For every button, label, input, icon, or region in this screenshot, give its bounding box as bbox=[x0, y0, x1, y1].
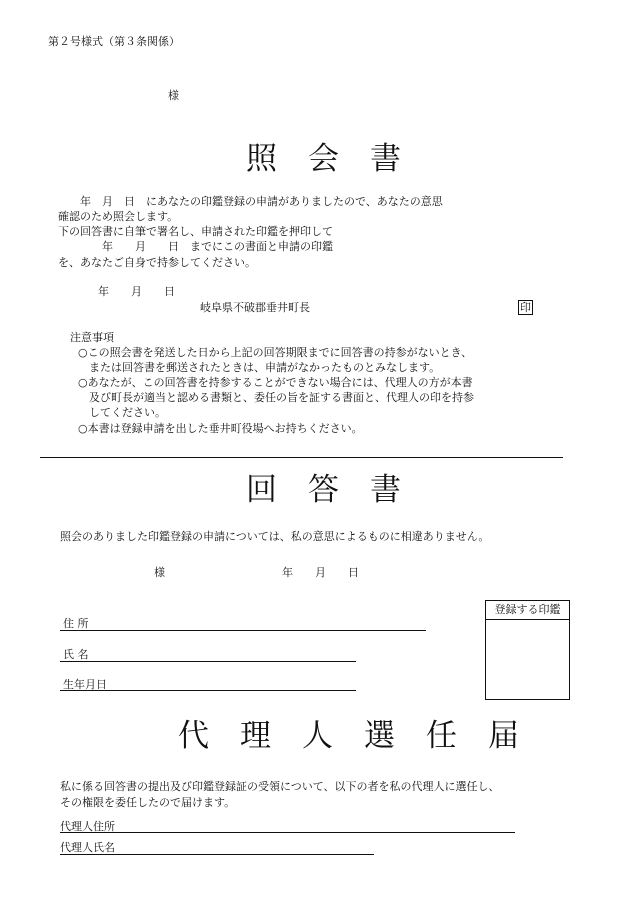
name-underline[interactable] bbox=[60, 661, 356, 662]
dairinin-line-1: 私に係る回答書の提出及び印鑑登録証の受領について、以下の者を私の代理人に選任し、 bbox=[60, 780, 500, 793]
notes-line-4: 及び町長が適当と認める書類と、委任の旨を証する書面と、代理人の印を持参 bbox=[78, 391, 474, 404]
birthdate-label: 生年月日 bbox=[63, 678, 107, 691]
agent-name-label: 代理人氏名 bbox=[60, 841, 115, 854]
shokai-body-line-1: 年 月 日 にあなたの印鑑登録の申請がありましたので、あなたの意思 bbox=[58, 195, 443, 208]
shokai-title: 照 会 書 bbox=[246, 141, 401, 177]
shokai-body-line-3: 下の回答書に自筆で署名し、申請された印鑑を押印して bbox=[58, 225, 333, 238]
form-number-label: 第２号様式（第３条関係） bbox=[48, 35, 180, 48]
address-underline[interactable] bbox=[60, 630, 426, 631]
notes-line-1: ○この照会書を発送した日から上記の回答期限までに回答書の持参がないとき、 bbox=[78, 346, 473, 359]
shokai-date-line: 年 月 日 bbox=[98, 285, 175, 298]
shokai-body-line-2: 確認のため照会します。 bbox=[58, 210, 179, 223]
notes-line-6: ○本書は登録申請を出した垂井町役場へお持ちください。 bbox=[78, 422, 363, 435]
kaito-sama: 様 bbox=[154, 566, 165, 579]
registered-seal-box[interactable] bbox=[485, 600, 570, 700]
kaito-statement: 照会のありました印鑑登録の申請については、私の意思によるものに相違ありません。 bbox=[60, 530, 490, 543]
dairinin-line-2: その権限を委任したので届けます。 bbox=[60, 796, 236, 809]
kaito-date-line: 年 月 日 bbox=[282, 566, 359, 579]
birthdate-underline[interactable] bbox=[60, 690, 356, 691]
shokai-body-line-4: 年 月 日 までにこの書面と申請の印鑑 bbox=[80, 240, 333, 253]
notes-heading: 注意事項 bbox=[70, 331, 114, 344]
official-seal-mark: 印 bbox=[520, 301, 531, 314]
agent-address-label: 代理人住所 bbox=[60, 820, 115, 833]
addressee-sama: 様 bbox=[168, 89, 179, 102]
address-label: 住 所 bbox=[63, 617, 89, 630]
issuer-name: 岐阜県不破郡垂井町長 bbox=[200, 301, 310, 314]
shokai-body-line-5: を、あなたご自身で持参してください。 bbox=[58, 256, 256, 269]
notes-line-2: または回答書を郵送されたときは、申請がなかったものとみなします。 bbox=[78, 361, 441, 374]
section-divider bbox=[40, 457, 563, 458]
registered-seal-label: 登録する印鑑 bbox=[486, 601, 569, 620]
notes-line-5: してください。 bbox=[78, 406, 166, 419]
dairinin-title: 代 理 人 選 任 届 bbox=[178, 718, 519, 754]
name-label: 氏 名 bbox=[63, 648, 89, 661]
notes-line-3: ○あなたが、この回答書を持参することができない場合には、代理人の方が本書 bbox=[78, 376, 473, 389]
agent-address-underline[interactable] bbox=[60, 832, 515, 833]
agent-name-underline[interactable] bbox=[60, 854, 374, 855]
kaito-title: 回 答 書 bbox=[246, 472, 401, 508]
